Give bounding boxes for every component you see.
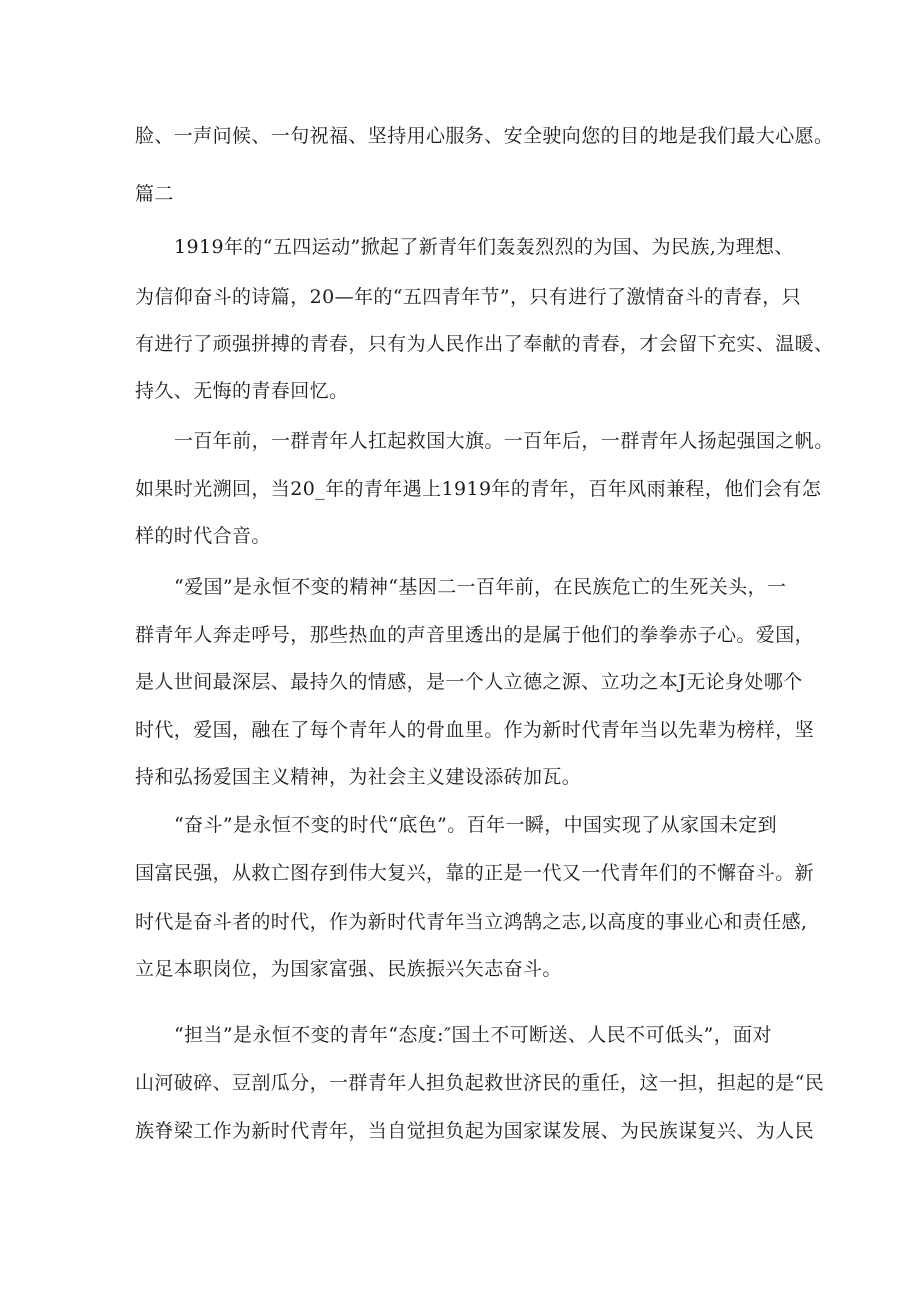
text-line: 样的时代合音。: [135, 525, 271, 547]
text-line: “奋斗”是永恒不变的时代“底色”。百年一瞬，中国实现了从家国未定到: [174, 814, 778, 836]
text-line: 是人世间最深层、最持久的情感，是一个人立德之源、立功之本J无论身处哪个: [135, 671, 803, 693]
section-heading: 篇二: [135, 183, 174, 205]
text-line: 国富民强，从救亡图存到伟大复兴，靠的正是一代又一代青年们的不懈奋斗。新: [135, 862, 815, 884]
text-line: “担当”是永恒不变的青年“态度:″国土不可断送、人民不可低头”，面对: [174, 1024, 772, 1046]
text-line: 脸、一声问候、一句祝福、坚持用心服务、安全驶向您的目的地是我们最大心愿。: [135, 125, 834, 147]
text-line: 为信仰奋斗的诗篇，20—年的“五四青年节”，只有进行了激情奋斗的青春，只: [135, 286, 802, 308]
text-line: 一百年前，一群青年人扛起救国大旗。一百年后，一群青年人扬起强国之帆。: [174, 430, 834, 452]
text-line: 1919年的“五四运动”掀起了新青年们轰轰烈烈的为国、为民族,为理想、: [174, 236, 794, 258]
text-line: 持和弘扬爱国主义精神，为社会主义建设添砖加瓦。: [135, 766, 582, 788]
text-line: 族脊梁工作为新时代青年，当自觉担负起为国家谋发展、为民族谋复兴、为人民: [135, 1120, 815, 1142]
text-line: 有进行了顽强拼搏的青春，只有为人民作出了奉献的青春，才会留下充实、温暖、: [135, 333, 834, 355]
text-line: 时代，爱国，融在了每个青年人的骨血里。作为新时代青年当以先辈为榜样，坚: [135, 719, 815, 741]
text-line: “爱国”是永恒不变的精神“基因二一百年前，在民族危亡的生死关头，一: [174, 576, 787, 598]
text-line: 立足本职岗位，为国家富强、民族振兴矢志奋斗。: [135, 958, 562, 980]
text-line: 持久、无悔的青春回忆。: [135, 380, 349, 402]
text-line: 如果时光溯回，当20_年的青年遇上1919年的青年，百年风雨兼程，他们会有怎: [135, 478, 822, 500]
text-line: 群青年人奔走呼号，那些热血的声音里透出的是属于他们的拳拳赤子心。爱国，: [135, 624, 815, 646]
text-line: 山河破碎、豆剖瓜分，一群青年人担负起救世济民的重任，这一担，担起的是“民: [135, 1072, 825, 1094]
text-line: 时代是奋斗者的时代，作为新时代青年当立鸿鹄之志,以高度的事业心和责任感,: [135, 911, 808, 933]
